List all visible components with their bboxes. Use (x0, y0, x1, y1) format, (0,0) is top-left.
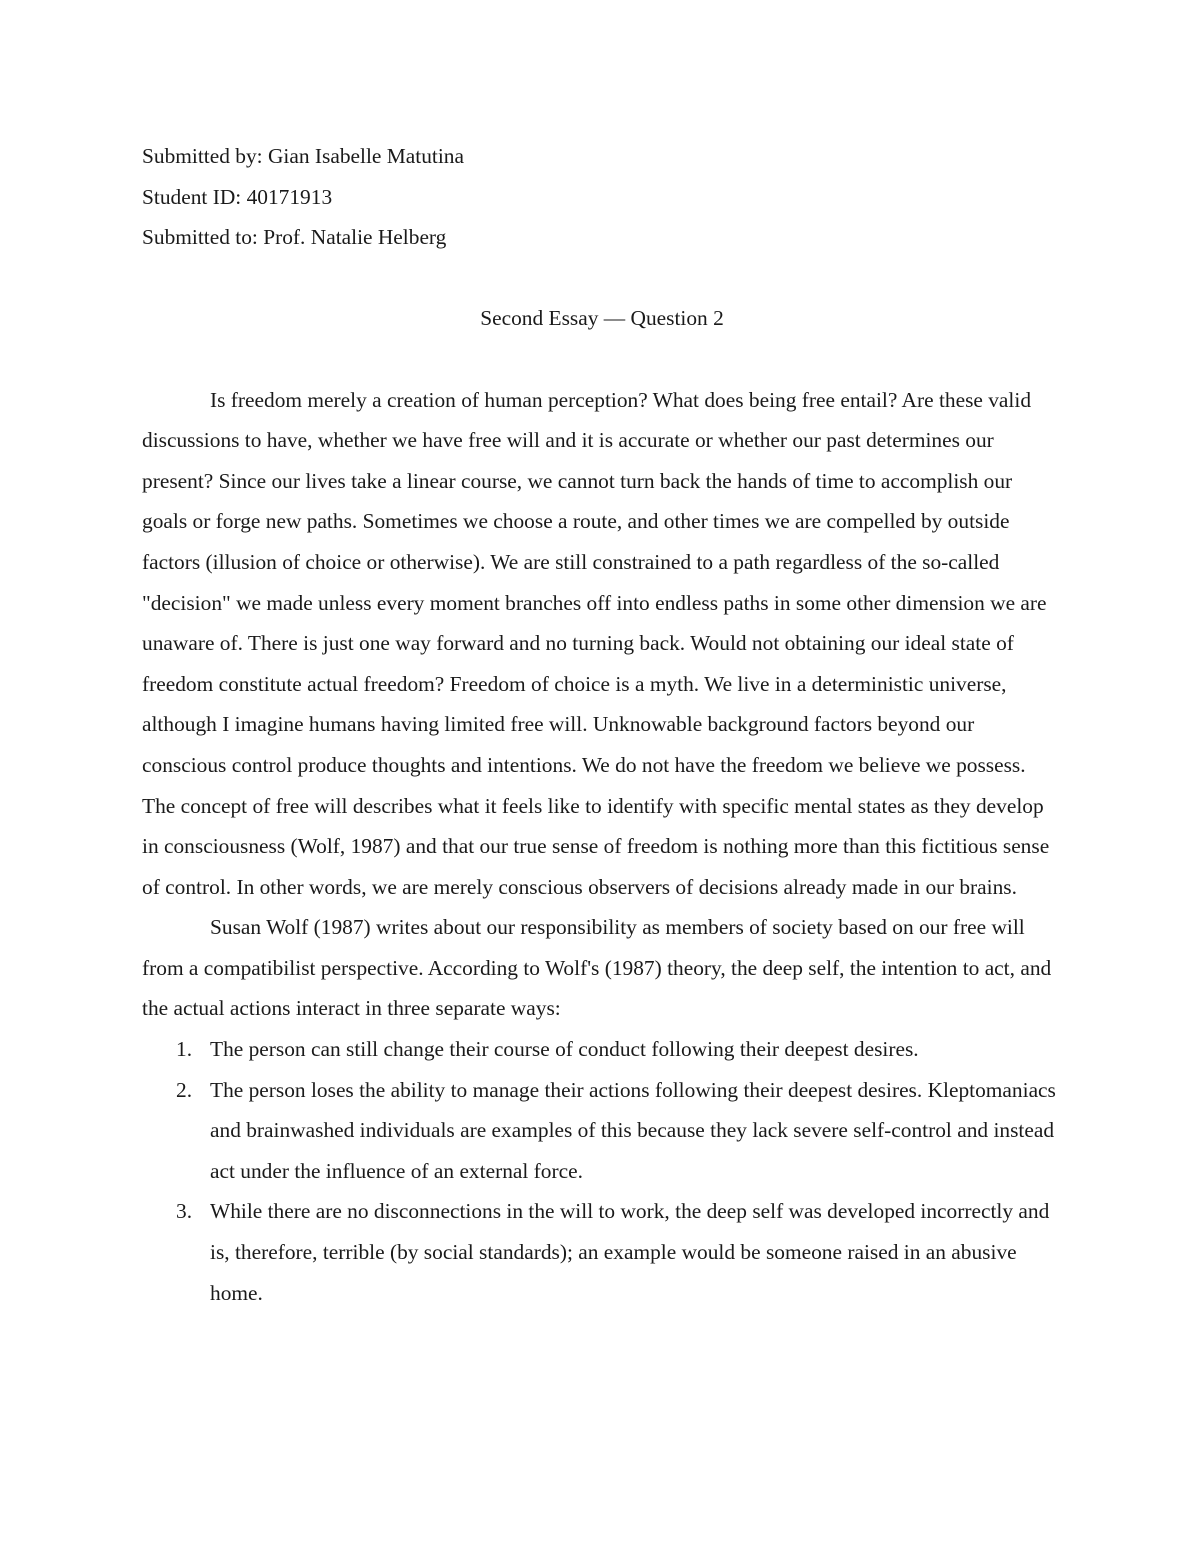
list-item-number: 2. (176, 1077, 193, 1102)
document-body (142, 136, 1062, 1313)
submitted-by-line: Submitted by: Gian Isabelle Matutina (142, 144, 464, 168)
body-paragraph: Susan Wolf (1987) writes about our responsibility as members of society based on our free will from a compatibilist perspective. According to Wolf's (1987) theory, the deep self, the intention to act, and the actual actions interact in three separate ways: (142, 915, 1052, 1021)
essay-title: Second Essay — Question 2 (480, 306, 724, 331)
list-item (142, 1029, 1062, 1070)
list-item-text: The person can still change their course of conduct following their deepest desires. (210, 1037, 919, 1062)
list-item (142, 1191, 1062, 1313)
submitted-to-line: Submitted to: Prof. Natalie Helberg (142, 225, 447, 250)
body-paragraph: Is freedom merely a creation of human perception? What does being free entail? Are these valid discussions to have, whether we have free will and it is accurate or whether our past determines our present? Since our lives take a linear course, we cannot turn back the hands of time to accomplish our goals or forge new paths. Sometimes we choose a route, and other times we are compelled by outside factors (illusion of choice or otherwise). We are still constrained to a path regardless of the so-called "decision" we made unless every moment branches off into endless paths in some other dimension we are unaware of. There is just one way forward and no turning back. Would not obtaining our ideal state of freedom constitute actual freedom? Freedom of choice is a myth. We live in a deterministic universe, although I imagine humans having limited free will. Unknowable background factors beyond our conscious control produce thoughts and intentions. We do not have the freedom we believe we possess. The concept of free will describes what it feels like to identify with specific mental states as they develop in consciousness (Wolf, 1987) and that our true sense of freedom is nothing more than this fictitious sense of control. In other words, we are merely conscious observers of decisions already made in our brains. (142, 387, 1050, 899)
interaction-list (142, 1029, 1062, 1313)
list-item-text: While there are no disconnections in the will to work, the deep self was developed incorrectly and is, therefore, terrible (by social standards); an example would be someone raised in an abusive home. (210, 1199, 1050, 1305)
list-item-text: The person loses the ability to manage their actions following their deepest desires. Kleptomaniacs and brainwashed individuals are examples of this because they lack severe self-control and instead act under the influence of an external force. (210, 1077, 1056, 1183)
list-item-number: 1. (176, 1037, 193, 1062)
list-item (142, 1070, 1062, 1192)
student-id-line: Student ID: 40171913 (142, 184, 333, 209)
list-item-number: 3. (176, 1199, 193, 1224)
